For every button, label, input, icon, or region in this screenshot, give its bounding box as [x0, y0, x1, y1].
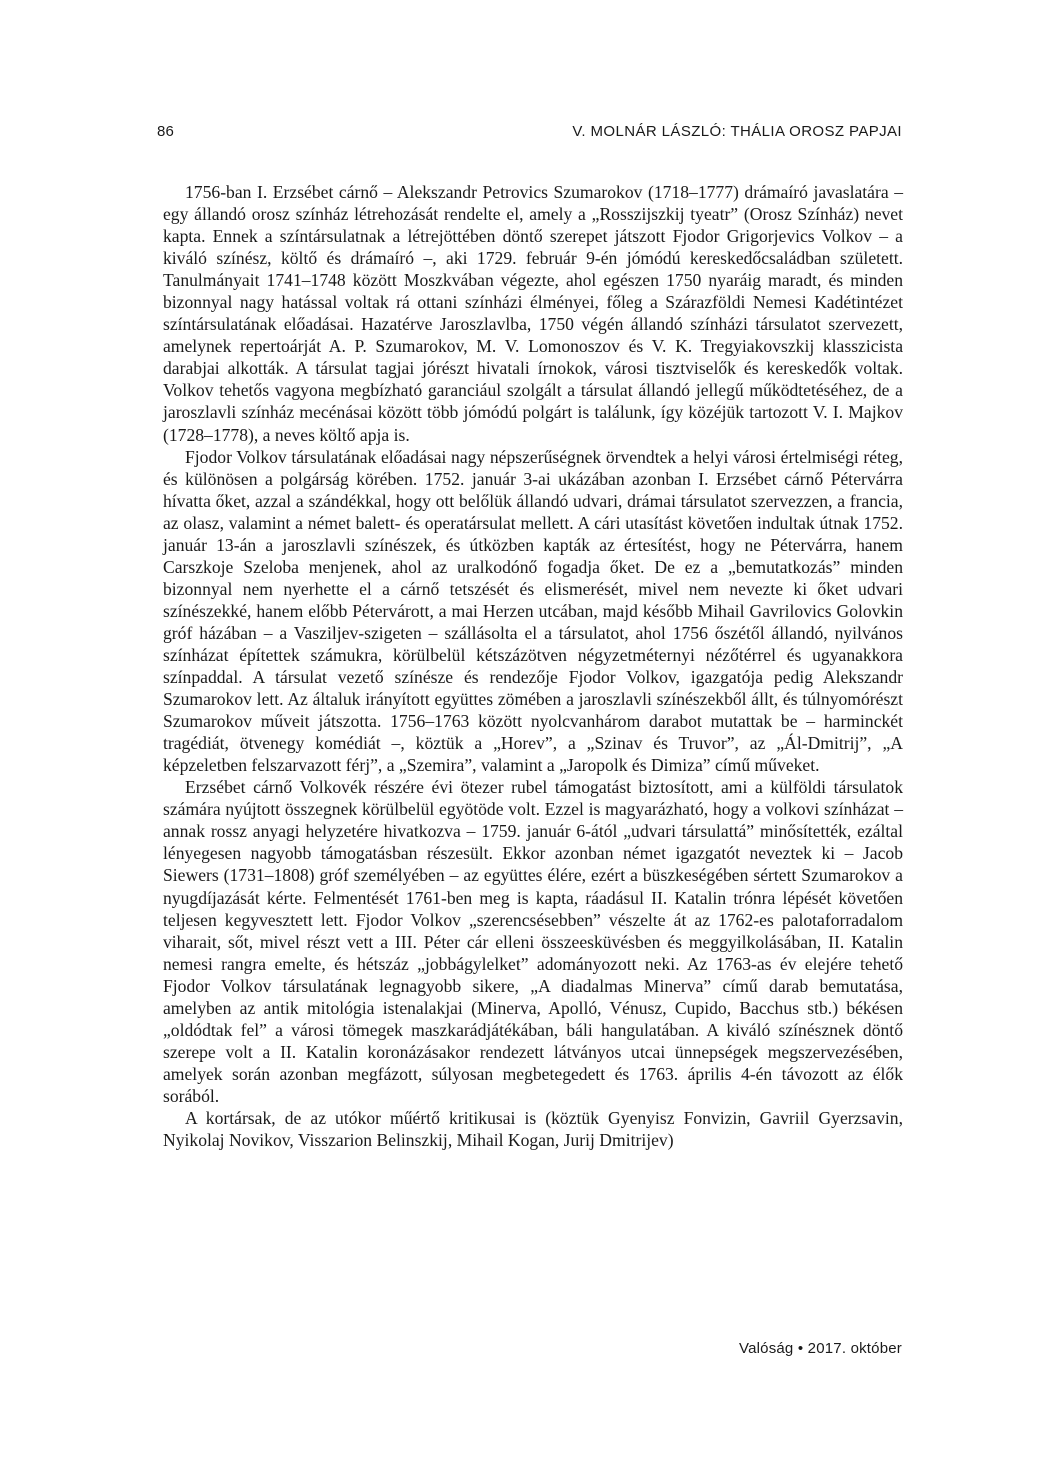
paragraph: Fjodor Volkov társulatának előadásai nagy népszerűségnek örvendtek a helyi városi értelmiségi réteg, és különösen a polgárság körében. 1752. január 3-ai ukázában azonban I. Erzsébet cárnő Pétervárra hívatta őket, azzal a szándékkal, hogy ott belőlük állandó udvari, drámai társulatot szervezzen, a francia, az olasz, valamint a német balett- és operatársulat mellett. A cári utasítást követően indultak útnak 1752. január 13-án a jaroszlavli színészek, és útközben kapták az értesítést, hogy ne Pétervárra, hanem Carszkoje Szeloba menjenek, ahol az uralkodónő fogadja őket. De ez a „bemutatkozás” minden bizonnyal nem nyerhette el a cárnő tetszését és elismerését, mivel nem nevezte ki őket udvari színészekké, hanem előbb Pétervárott, a mai Herzen utcában, majd később Mihail Gavrilovics Golovkin gróf házában – a Vasziljev-szigeten – szállásolta el a társulatot, ahol 1756 őszétől állandó, nyilvános színházat építettek számukra, körülbelül kétszázötven négyzetméternyi nézőtérrel és ugyanakkora színpaddal. A társulat vezető színésze és rendezője Fjodor Volkov, igazgatója pedig Alekszandr Szumarokov lett. Az általuk irányított együttes zömében a jaroszlavli színészekből állt, és túlnyomórészt Szumarokov műveit játszotta. 1756–1763 között nyolcvanhárom darabot mutattak be – harminckét tragédiát, ötvenegy komédiát –, köztük a „Horev”, a „Szinav és Truvor”, az „Ál-Dmitrij”, „A képzeletben felszarvazott férj”, a „Szemira”, valamint a „Jaropolk és Dimiza” című műveket.: [163, 446, 903, 776]
paragraph: 1756-ban I. Erzsébet cárnő – Alekszandr Petrovics Szumarokov (1718–1777) drámaíró javaslatára – egy állandó orosz színház létrehozását rendelte el, amely a „Rosszijszkij tyeatr” (Orosz Színház) nevet kapta. Ennek a színtársulatnak a létrejöttében döntő szerepet játszott Fjodor Grigorjevics Volkov – a kiváló színész, költő és drámaíró –, aki 1729. február 9-én jómódú kereskedőcsaládban született. Tanulmányait 1741–1748 között Moszkvában végezte, ahol egészen 1750 nyaráig maradt, és minden bizonnyal nagy hatással voltak rá ottani színházi élményei, főleg a Szárazföldi Nemesi Kadétintézet színtársulatának előadásai. Hazatérve Jaroszlavlba, 1750 végén állandó színházi társulatot szervezett, amelynek repertoárját A. P. Szumarokov, M. V. Lomonoszov és V. K. Tregyiakovszkij klasszicista darabjai alkották. A társulat tagjai jórészt hivatali írnokok, városi tisztviselők és kereskedők voltak. Volkov tehetős vagyona megbízható garanciául szolgált a társulat állandó jellegű működtetéséhez, de a jaroszlavli színház mecénásai között több jómódú polgárt is találunk, így közéjük tartozott V. I. Majkov (1728–1778), a neves költő apja is.: [163, 182, 903, 445]
running-head: V. MOLNÁR LÁSZLÓ: THÁLIA OROSZ PAPJAI: [572, 123, 902, 140]
article-body: [163, 181, 903, 1151]
paragraph: Erzsébet cárnő Volkovék részére évi ötezer rubel támogatást biztosított, ami a külföldi társulatok számára nyújtott összegnek körülbelül egyötöde volt. Ezzel is magyarázható, hogy a volkovi színházat – annak rossz anyagi helyzetére hivatkozva – 1759. január 6-ától „udvari társulattá” minősítették, ezáltal lényegesen nagyobb támogatásban részesült. Ekkor azonban német igazgatót neveztek ki – Jacob Siewers (1731–1808) gróf személyében – az együttes élére, ezért a büszkeségében sértett Szumarokov a nyugdíjazását kérte. Felmentését 1761-ben meg is kapta, ráadásul II. Katalin trónra lépését követően teljesen kegyvesztett lett. Fjodor Volkov „szerencsésebben” vészelte át az 1762-es palotaforradalom viharait, sőt, mivel részt vett a III. Péter cár elleni összeesküvésben és meggyilkolásában, II. Katalin nemesi rangra emelte, és hétszáz „jobbágylelket” adományozott neki. Az 1763-as év elejére tehető Fjodor Volkov társulatának legnagyobb sikere, „A diadalmas Minerva” című darab bemutatása, amelyben az antik mitológia istenalakjai (Minerva, Apolló, Vénusz, Cupido, Bacchus stb.) békésen „oldódtak fel” a városi tömegek maszkarádjátékában, báli hangulatában. A kiváló színésznek döntő szerepe volt a II. Katalin koronázásakor rendezett látványos utcai ünnepségek megszervezésében, amelyek során azonban megfázott, súlyosan megbetegedett és 1763. április 4-én távozott az élők sorából.: [163, 777, 903, 1106]
footer-publication: Valóság • 2017. október: [738, 1340, 902, 1357]
page-number: 86: [157, 123, 175, 140]
paragraph: A kortársak, de az utókor műértő kritikusai is (köztük Gyenyisz Fonvizin, Gavriil Gyerzsavin, Nyikolaj Novikov, Visszarion Belinszkij, Mihail Kogan, Jurij Dmitrijev): [163, 1107, 903, 1151]
